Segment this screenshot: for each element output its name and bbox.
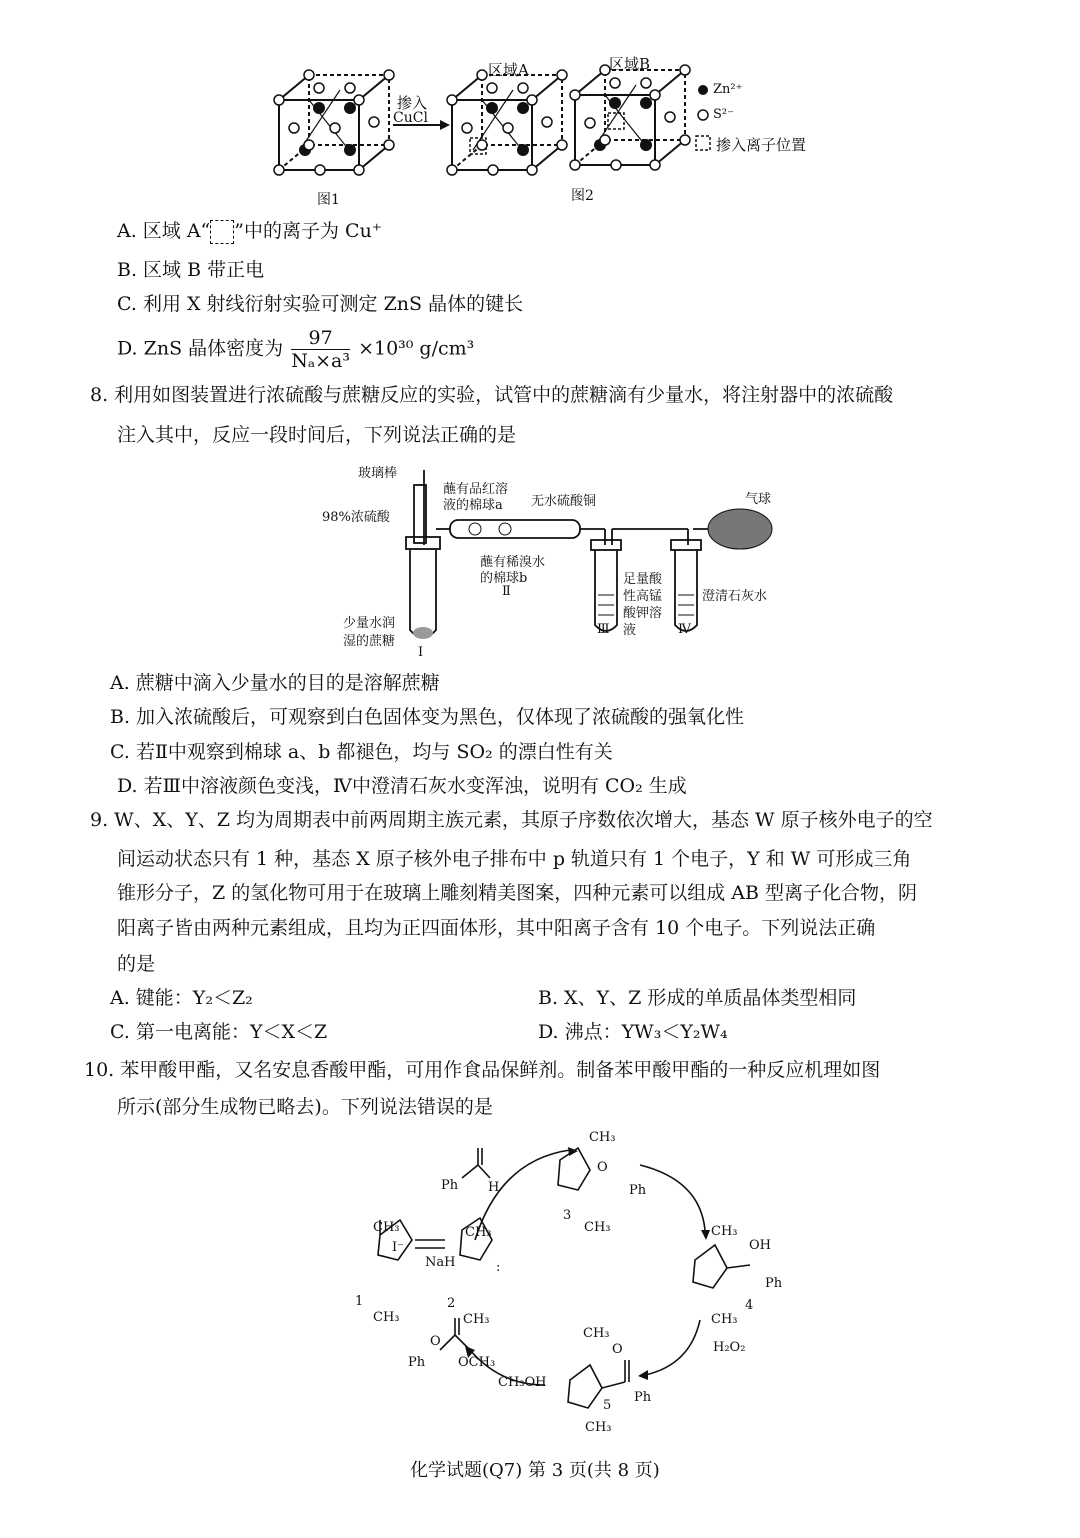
- c4-oh: OH: [749, 1238, 771, 1253]
- c4-methyl-top: CH₃: [711, 1224, 738, 1239]
- ester-ph: Ph: [408, 1355, 426, 1370]
- density-fraction: $\frac{97}{\text{Nₐ×a³}}$: [291, 327, 351, 372]
- figure1-caption: 图1: [317, 192, 340, 208]
- label-sugar-2: 湿的蔗糖: [343, 634, 396, 649]
- c2-carbene-colon: :: [496, 1260, 501, 1275]
- figure2-caption: 图2: [571, 188, 594, 204]
- ester-och3: OCH₃: [458, 1355, 496, 1370]
- c5-methyl-bottom: CH₃: [585, 1420, 612, 1435]
- q8-stem-line2: 注入其中，反应一段时间后，下列说法正确的是: [117, 424, 517, 446]
- q7-option-b: B. 区域 B 带正电: [117, 259, 265, 281]
- label-limewater: 澄清石灰水: [702, 589, 768, 604]
- methanol-label: CH₃OH: [498, 1375, 547, 1390]
- benzaldehyde-h: H: [488, 1180, 500, 1195]
- q8-stem-line1: 8. 利用如图装置进行浓硫酸与蔗糖反应的实验，试管中的蔗糖滴有少量水，将注射器中的浓硫酸: [90, 384, 894, 406]
- c4-ph: Ph: [765, 1276, 783, 1291]
- arrow-label-dope: 掺入: [397, 94, 428, 112]
- q9-stem-line1: 9. W、X、Y、Z 均为周期表中前两周期主族元素，其原子序数依次增大，基态 W 原子核外电子的空: [90, 809, 933, 831]
- label-conc-acid: 98%浓硫酸: [322, 510, 390, 525]
- q9-stem-line2: 间运动状态只有 1 种，基态 X 原子核外电子排布中 p 轨道只有 1 个电子，Y 和 W 可形成三角: [117, 848, 912, 870]
- label-sugar-1: 少量水润: [343, 616, 396, 631]
- h2o2-label: H₂O₂: [713, 1340, 746, 1355]
- c4-number: 4: [745, 1298, 754, 1313]
- c1-methyl-top: CH₃: [373, 1220, 400, 1235]
- c3-oxygen: O: [597, 1160, 608, 1175]
- region-a-label: 区域A: [488, 61, 529, 79]
- label-tube-2: Ⅱ: [502, 584, 511, 599]
- q10-stem-line1: 10. 苯甲酸甲酯，又名安息香酸甲酯，可用作食品保鲜剂。制备苯甲酸甲酯的一种反应机理如图: [84, 1059, 881, 1081]
- c2-number: 2: [447, 1296, 456, 1311]
- label-kmno4-3: 酸钾溶: [623, 606, 663, 621]
- q9-option-c: C. 第一电离能：Y＜X＜Z: [110, 1021, 328, 1043]
- label-kmno4-2: 性高锰: [623, 589, 663, 604]
- c3-ph: Ph: [629, 1183, 647, 1198]
- page-footer: 化学试题(Q7) 第 3 页(共 8 页): [410, 1460, 660, 1481]
- q9-option-d: D. 沸点：YW₃＜Y₂W₄: [538, 1021, 728, 1043]
- label-cotton-b-2: 的棉球b: [480, 571, 528, 586]
- c5-ph: Ph: [634, 1390, 652, 1405]
- q7-option-d: D. ZnS 晶体密度为 $\frac{97}{\text{Nₐ×a³}}$ ×10³⁰ g/cm³: [117, 327, 475, 372]
- label-kmno4-1: 足量酸: [623, 572, 663, 587]
- q9-stem-line4: 阳离子皆由两种元素组成，且均为正四面体形，其中阳离子含有 10 个电子。下列说法正确: [117, 917, 876, 939]
- nah-label: NaH: [425, 1255, 456, 1270]
- c5-number: 5: [603, 1398, 612, 1413]
- mechanism-svg: [0, 1120, 1080, 1450]
- legend-s: S²⁻: [713, 107, 734, 122]
- q8-option-c: C. 若Ⅱ中观察到棉球 a、b 都褪色，均与 SO₂ 的漂白性有关: [110, 741, 613, 763]
- c4-methyl-bottom: CH₃: [711, 1312, 738, 1327]
- q7-option-a: A. 区域 A“ ”中的离子为 Cu⁺: [117, 220, 382, 242]
- label-cotton-a-1: 蘸有品红溶: [443, 482, 509, 497]
- c2-methyl-bottom: CH₃: [463, 1312, 490, 1327]
- q7-option-c: C. 利用 X 射线衍射实验可测定 ZnS 晶体的键长: [117, 293, 524, 315]
- label-tube-3: Ⅲ: [597, 622, 610, 637]
- c5-oxygen: O: [612, 1342, 623, 1357]
- label-cotton-b-1: 蘸有稀溴水: [480, 555, 546, 570]
- arrow-label-cucl: CuCl: [393, 110, 428, 126]
- crystal-cells-svg: [0, 0, 1080, 210]
- c3-methyl-top: CH₃: [589, 1130, 616, 1145]
- c2-methyl: CH₃: [465, 1225, 492, 1240]
- benzaldehyde-ph: Ph: [441, 1178, 459, 1193]
- legend-dopant: 掺入离子位置: [716, 136, 807, 154]
- q8-option-a: A. 蔗糖中滴入少量水的目的是溶解蔗糖: [110, 672, 440, 694]
- q8-option-b: B. 加入浓硫酸后，可观察到白色固体变为黑色，仅体现了浓硫酸的强氧化性: [110, 706, 745, 728]
- q9-option-a: A. 键能：Y₂＜Z₂: [110, 987, 253, 1009]
- q9-stem-line3: 锥形分子，Z 的氢化物可用于在玻璃上雕刻精美图案，四种元素可以组成 AB 型离子化合物，阴: [117, 882, 918, 904]
- label-tube-1: Ⅰ: [418, 645, 424, 660]
- q9-stem-line5: 的是: [117, 953, 156, 975]
- ester-oxygen: O: [430, 1334, 441, 1349]
- c5-methyl-top: CH₃: [583, 1326, 610, 1341]
- c1-methyl-bottom: CH₃: [373, 1310, 400, 1325]
- label-glass-rod: 玻璃棒: [358, 466, 398, 481]
- label-tube-4: Ⅳ: [678, 622, 691, 637]
- q9-option-b: B. X、Y、Z 形成的单质晶体类型相同: [538, 987, 857, 1009]
- c3-number: 3: [563, 1208, 572, 1223]
- label-cuso4: 无水硫酸铜: [531, 494, 597, 509]
- label-kmno4-4: 液: [623, 623, 637, 638]
- c3-methyl-bottom: CH₃: [584, 1220, 611, 1235]
- q8-option-d: D. 若Ⅲ中溶液颜色变浅，Ⅳ中澄清石灰水变浑浊，说明有 CO₂ 生成: [117, 775, 687, 797]
- legend-zn: Zn²⁺: [713, 82, 743, 97]
- q10-stem-line2: 所示(部分生成物已略去)。下列说法错误的是: [117, 1096, 493, 1118]
- label-balloon: 气球: [745, 492, 772, 507]
- region-b-label: 区域B: [609, 55, 651, 73]
- c1-number: 1: [355, 1294, 364, 1309]
- c1-iodide: I⁻: [392, 1240, 404, 1255]
- label-cotton-a-2: 液的棉球a: [443, 498, 503, 513]
- dopant-box-symbol: [210, 220, 234, 244]
